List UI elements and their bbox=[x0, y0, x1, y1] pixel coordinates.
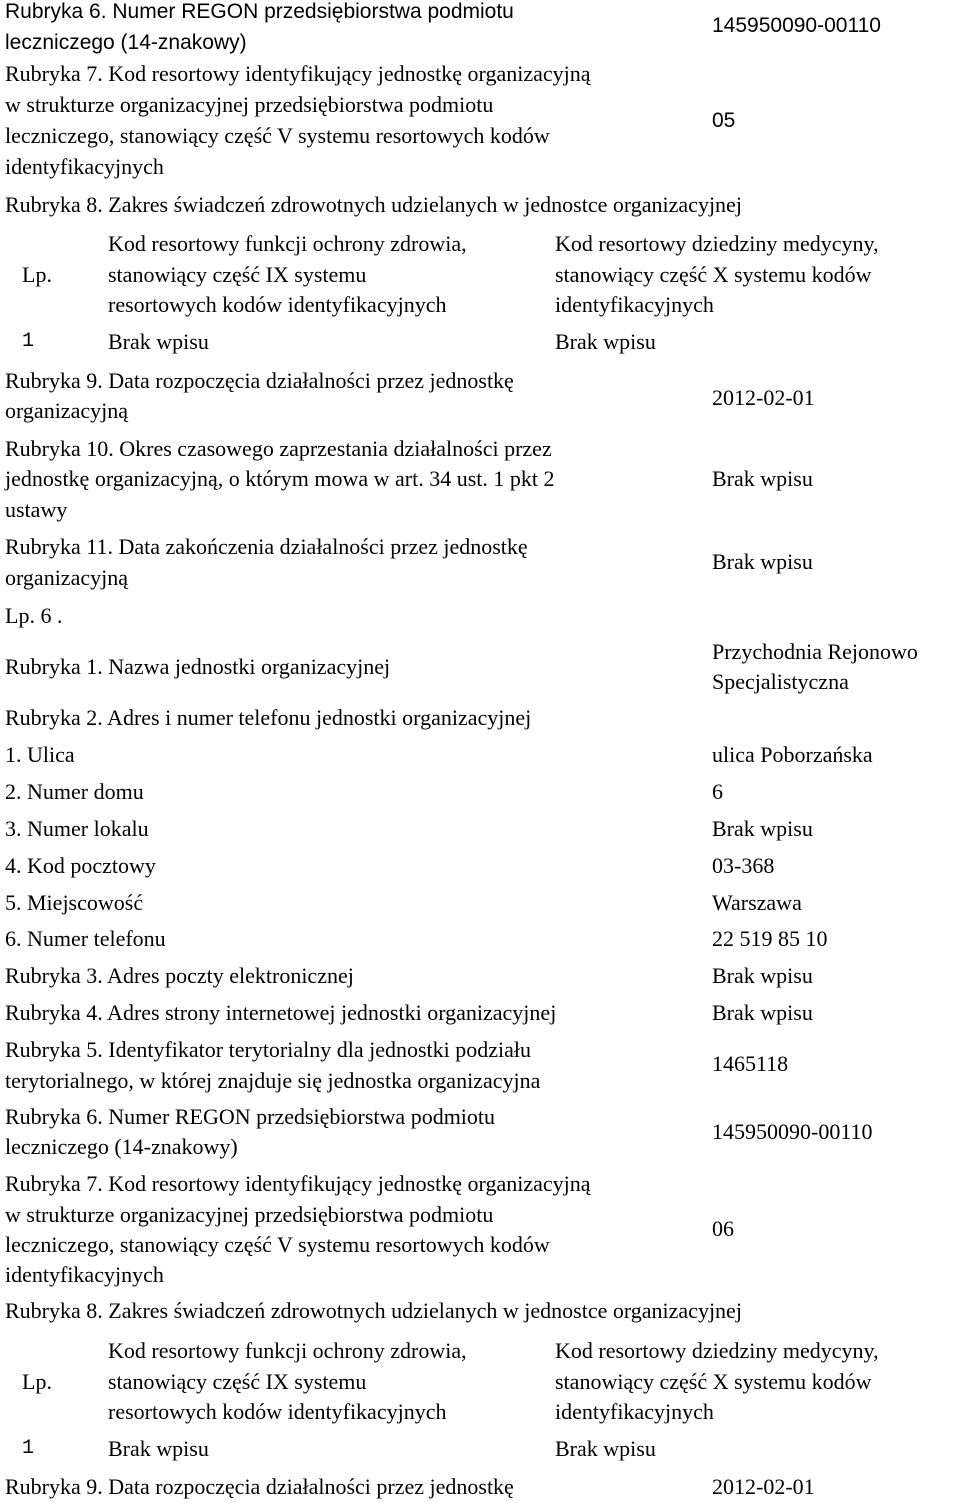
rubryka-5-label-line-1: Rubryka 5. Identyfikator terytorialny dla jednostki podziału bbox=[5, 1037, 532, 1062]
rubryka-7-value: 05 bbox=[712, 109, 736, 132]
address-value-phone: 22 519 85 10 bbox=[712, 926, 828, 951]
rubryka-9-label-line-2: organizacyjną bbox=[5, 398, 128, 423]
table-header-function-line-3-unit: resortowych kodów identyfikacyjnych bbox=[108, 1399, 447, 1424]
rubryka-7-label-line-3-unit: leczniczego, stanowiący część V systemu resortowych kodów bbox=[5, 1232, 550, 1257]
rubryka-1-value-line-1: Przychodnia Rejonowo bbox=[712, 639, 918, 664]
rubryka-8-label: Rubryka 8. Zakres świadczeń zdrowotnych udzielanych w jednostce organizacyjnej bbox=[5, 192, 742, 217]
rubryka-7-label-line-2-unit: w strukturze organizacyjnej przedsiębiorstwa podmiotu bbox=[5, 1202, 494, 1227]
table-header-domain-line-1-unit: Kod resortowy dziedziny medycyny, bbox=[555, 1338, 879, 1363]
rubryka-6-value: 145950090-00110 bbox=[712, 14, 881, 37]
rubryka-1-label: Rubryka 1. Nazwa jednostki organizacyjnej bbox=[5, 654, 391, 679]
rubryka-11-label-line-2: organizacyjną bbox=[5, 565, 128, 590]
table-row-domain-unit: Brak wpisu bbox=[555, 1436, 656, 1461]
address-label-street: 1. Ulica bbox=[5, 742, 75, 767]
rubryka-6-label-line-2: leczniczego (14-znakowy) bbox=[5, 31, 247, 54]
rubryka-11-label-line-1: Rubryka 11. Data zakończenia działalności przez jednostkę bbox=[5, 534, 528, 559]
rubryka-7-label-line-4: identyfikacyjnych bbox=[5, 154, 164, 179]
rubryka-9-value: 2012-02-01 bbox=[712, 385, 815, 410]
rubryka-8-label-unit: Rubryka 8. Zakres świadczeń zdrowotnych udzielanych w jednostce organizacyjnej bbox=[5, 1298, 742, 1323]
rubryka-7-value-unit: 06 bbox=[712, 1216, 734, 1241]
table-header-domain-line-1: Kod resortowy dziedziny medycyny, bbox=[555, 231, 879, 256]
rubryka-10-label-line-2: jednostkę organizacyjną, o którym mowa w art. 34 ust. 1 pkt 2 bbox=[5, 466, 555, 491]
table-header-domain-line-2: stanowiący część X systemu kodów bbox=[555, 262, 872, 287]
table-header-domain-line-3: identyfikacyjnych bbox=[555, 292, 714, 317]
rubryka-7-label-line-4-unit: identyfikacyjnych bbox=[5, 1262, 164, 1287]
rubryka-6-label-line-1-unit: Rubryka 6. Numer REGON przedsiębiorstwa podmiotu bbox=[5, 1104, 496, 1129]
unit-lp-heading: Lp. 6 . bbox=[5, 603, 63, 628]
rubryka-2-label: Rubryka 2. Adres i numer telefonu jednostki organizacyjnej bbox=[5, 705, 532, 730]
address-label-phone: 6. Numer telefonu bbox=[5, 926, 166, 951]
rubryka-10-label-line-1: Rubryka 10. Okres czasowego zaprzestania działalności przez bbox=[5, 436, 552, 461]
table-row-lp-unit: 1 bbox=[22, 1437, 35, 1460]
table-header-function-line-1: Kod resortowy funkcji ochrony zdrowia, bbox=[108, 231, 467, 256]
rubryka-11-value: Brak wpisu bbox=[712, 549, 813, 574]
address-value-house-number: 6 bbox=[712, 779, 723, 804]
address-value-postal-code: 03-368 bbox=[712, 853, 775, 878]
rubryka-9-value-unit: 2012-02-01 bbox=[712, 1474, 815, 1499]
rubryka-7-label-line-2: w strukturze organizacyjnej przedsiębiorstwa podmiotu bbox=[5, 92, 494, 117]
address-value-street: ulica Poborzańska bbox=[712, 742, 873, 767]
table-row-function: Brak wpisu bbox=[108, 329, 209, 354]
table-header-lp: Lp. bbox=[22, 262, 52, 287]
rubryka-7-label-line-1: Rubryka 7. Kod resortowy identyfikujący jednostkę organizacyjną bbox=[5, 61, 591, 86]
rubryka-9-label-unit: Rubryka 9. Data rozpoczęcia działalności przez jednostkę bbox=[5, 1474, 514, 1499]
address-value-apartment: Brak wpisu bbox=[712, 816, 813, 841]
rubryka-7-label-line-1-unit: Rubryka 7. Kod resortowy identyfikujący jednostkę organizacyjną bbox=[5, 1171, 591, 1196]
table-row-function-unit: Brak wpisu bbox=[108, 1436, 209, 1461]
table-row-domain: Brak wpisu bbox=[555, 329, 656, 354]
rubryka-3-value: Brak wpisu bbox=[712, 963, 813, 988]
rubryka-7-label-line-3: leczniczego, stanowiący część V systemu resortowych kodów bbox=[5, 123, 550, 148]
rubryka-1-value-line-2: Specjalistyczna bbox=[712, 669, 849, 694]
table-header-function-line-2-unit: stanowiący część IX systemu bbox=[108, 1369, 367, 1394]
rubryka-10-label-line-3: ustawy bbox=[5, 497, 68, 522]
rubryka-10-value: Brak wpisu bbox=[712, 466, 813, 491]
address-value-city: Warszawa bbox=[712, 890, 802, 915]
address-label-city: 5. Miejscowość bbox=[5, 890, 144, 915]
rubryka-4-label: Rubryka 4. Adres strony internetowej jednostki organizacyjnej bbox=[5, 1000, 557, 1025]
rubryka-4-value: Brak wpisu bbox=[712, 1000, 813, 1025]
rubryka-3-label: Rubryka 3. Adres poczty elektronicznej bbox=[5, 963, 354, 988]
table-row-lp: 1 bbox=[22, 330, 35, 353]
table-header-domain-line-2-unit: stanowiący część X systemu kodów bbox=[555, 1369, 872, 1394]
rubryka-5-value: 1465118 bbox=[712, 1051, 789, 1076]
table-header-domain-line-3-unit: identyfikacyjnych bbox=[555, 1399, 714, 1424]
table-header-function-line-3: resortowych kodów identyfikacyjnych bbox=[108, 292, 447, 317]
rubryka-6-label-line-1: Rubryka 6. Numer REGON przedsiębiorstwa podmiotu bbox=[5, 0, 514, 23]
rubryka-6-label-line-2-unit: leczniczego (14-znakowy) bbox=[5, 1134, 238, 1159]
rubryka-6-value-unit: 145950090-00110 bbox=[712, 1119, 873, 1144]
table-header-function-line-2: stanowiący część IX systemu bbox=[108, 262, 367, 287]
rubryka-9-label-line-1: Rubryka 9. Data rozpoczęcia działalności przez jednostkę bbox=[5, 368, 514, 393]
table-header-function-line-1-unit: Kod resortowy funkcji ochrony zdrowia, bbox=[108, 1338, 467, 1363]
address-label-apartment: 3. Numer lokalu bbox=[5, 816, 149, 841]
table-header-lp-unit: Lp. bbox=[22, 1369, 52, 1394]
rubryka-5-label-line-2: terytorialnego, w której znajduje się jednostka organizacyjna bbox=[5, 1068, 541, 1093]
address-label-postal-code: 4. Kod pocztowy bbox=[5, 853, 156, 878]
address-label-house-number: 2. Numer domu bbox=[5, 779, 144, 804]
